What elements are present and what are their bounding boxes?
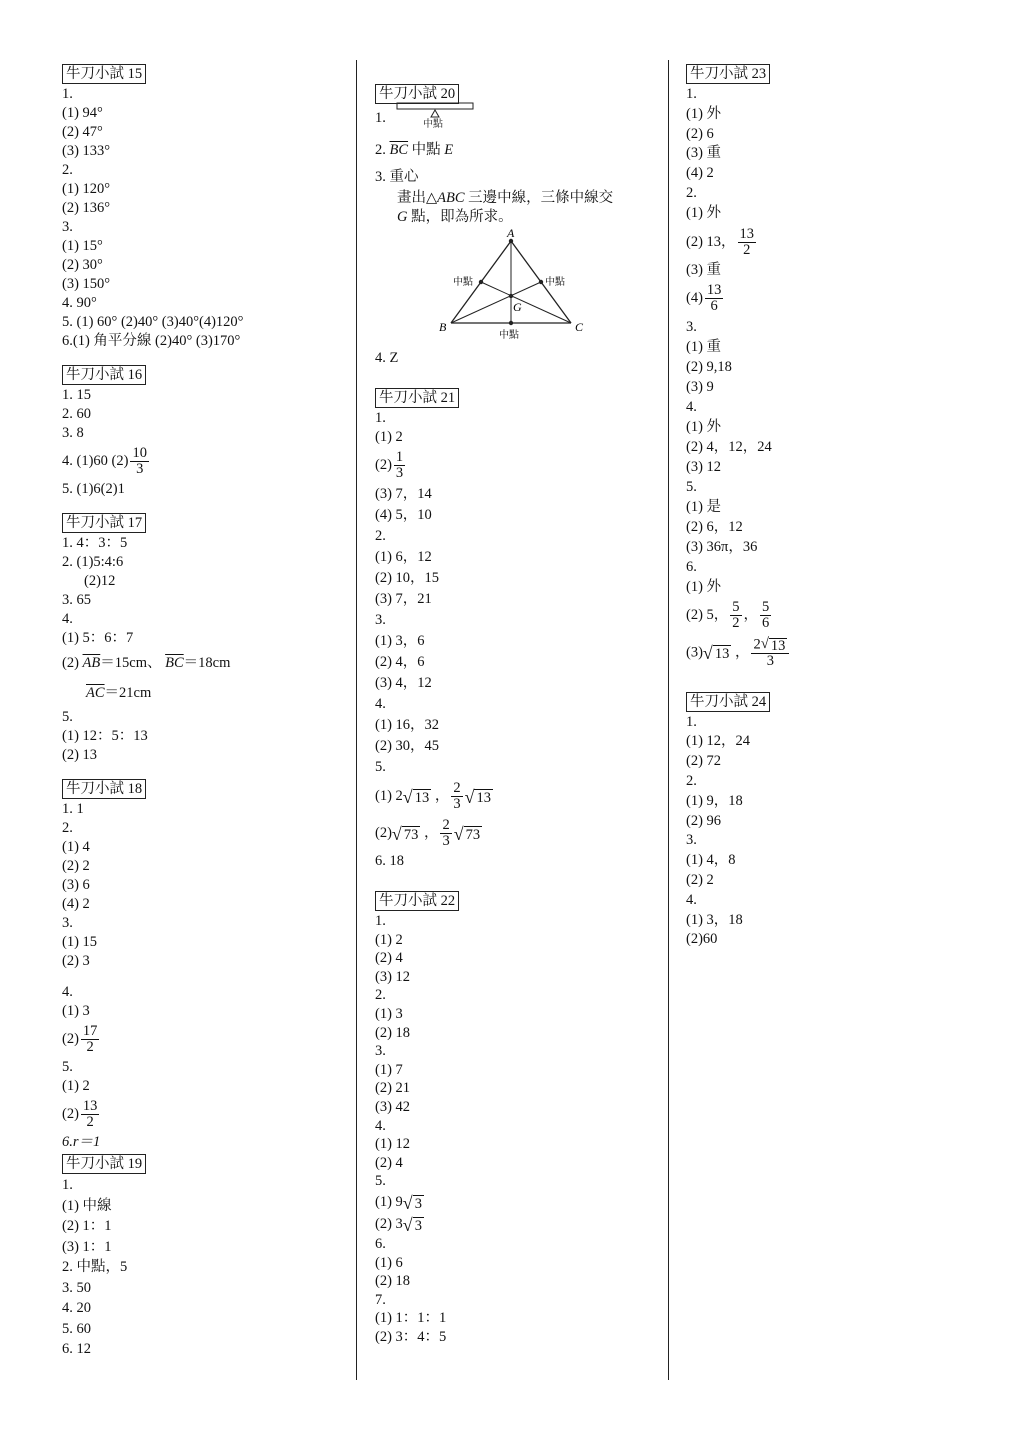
midpoint-label-bottom: 中點: [499, 330, 519, 341]
answer-line: (2) 9,18: [686, 358, 732, 375]
section-header: 牛刀小試 23: [686, 64, 770, 84]
answer-line: 4.: [62, 611, 73, 627]
answer-line: 6.: [686, 558, 697, 575]
answer-line: 3.: [375, 612, 386, 628]
answer-line: (4) 5，10: [375, 507, 432, 523]
vertex-a-label: A: [507, 227, 515, 240]
answer-line: (1) 中線: [62, 1197, 112, 1214]
answer-line: (2)60: [686, 931, 718, 948]
answer-line: (2) $\frac{13}{2}$: [62, 1098, 98, 1130]
answer-line: (1) 2 √ 13 ， $\frac{2}{3}$ √ 13: [375, 780, 491, 812]
centroid-triangle-figure: [435, 227, 635, 345]
answer-line: 3. 8: [62, 425, 84, 441]
answer-line: (2) 2: [62, 858, 90, 874]
answer-line: 2. $\overline{BC}$ 中點 E: [375, 142, 454, 158]
fraction: $\frac{13}{2}$: [82, 1098, 98, 1130]
answer-line: (2) $\frac{1}{3}$: [375, 449, 404, 481]
answer-line: (1) 重: [686, 338, 722, 355]
answer-line: 4.: [686, 891, 697, 908]
answer-line: 1. 1: [62, 801, 84, 817]
answer-line: 3.: [62, 915, 73, 931]
answer-line: 3.: [686, 832, 697, 849]
answer-line: (2) 6，12: [686, 518, 743, 535]
answer-line: 6. 12: [62, 1341, 91, 1357]
midpoint-label-right: 中點: [545, 277, 565, 288]
answer-line: (1) 4: [62, 839, 90, 855]
answer-line: (1) 6: [375, 1254, 403, 1271]
answer-line: (3) 36π，36: [686, 538, 758, 555]
column-divider-right: [668, 60, 669, 1380]
answer-line: (3) 4，12: [375, 675, 432, 691]
column-1: [62, 62, 342, 1360]
answer-line: 5.: [686, 478, 697, 495]
answer-line: (2) 72: [686, 753, 722, 770]
answer-line: (1) 2: [375, 429, 403, 445]
answer-line: (1) 15: [62, 934, 98, 950]
square-root: √ 3: [402, 1192, 422, 1213]
column-3: [686, 62, 926, 950]
answer-line: (2) 1：1: [62, 1218, 112, 1234]
answer-line: (1) 1：1：1: [375, 1310, 447, 1327]
answer-line: 3.: [62, 219, 73, 235]
answer-line: 4. 20: [62, 1300, 91, 1316]
answer-line: (4) 2: [686, 165, 714, 182]
centroid-g-label: G: [513, 300, 522, 314]
answer-line: (2) 3 √ 3: [375, 1214, 422, 1235]
answer-line: (1) 2: [375, 931, 403, 948]
answer-line: (2) 4: [375, 1154, 403, 1171]
square-root: √ 3: [402, 1214, 422, 1235]
answer-line: (1) 120°: [62, 181, 111, 197]
answer-line: (2) 13， $\frac{13}{2}$: [686, 225, 755, 258]
answer-line: 7.: [375, 1291, 386, 1308]
answer-line: 1.: [62, 86, 73, 102]
answer-line: 4. Z: [375, 350, 399, 366]
answer-line: 4. (1)60 (2) $\frac{10}{3}$: [62, 445, 147, 477]
answer-line: 1. 中點: [375, 105, 660, 135]
answer-line: 2.: [686, 772, 697, 789]
answer-line: (3) 12: [686, 458, 722, 475]
fraction: $\frac{2}{3}$: [442, 817, 450, 849]
answer-line: (2) 18: [375, 1273, 411, 1290]
answer-line: (1) 3，6: [375, 633, 425, 649]
answer-line: 5.: [375, 759, 386, 775]
answer-line: $\overline{AC}=21cm$: [86, 685, 152, 701]
answer-line: (2) 96: [686, 812, 722, 829]
answer-line: (2) $\frac{17}{2}$: [62, 1023, 98, 1055]
fraction: $\frac{13}{6}$: [706, 281, 722, 314]
answer-line: (2) 4，12，24: [686, 438, 772, 455]
answer-line: (1) 3，18: [686, 911, 743, 928]
section-header: 牛刀小試 17: [62, 513, 146, 533]
answer-line: 1.: [62, 1177, 73, 1193]
fraction: $\frac{2}{3}$: [453, 780, 461, 812]
answer-line: (3) 7，21: [375, 591, 432, 607]
answer-line: (2) 2: [686, 871, 714, 888]
answer-line: 4. 90°: [62, 295, 97, 311]
fraction: 2 √ 13 3: [751, 637, 789, 669]
answer-line: 3. 65: [62, 592, 91, 608]
balance-figure: [395, 101, 495, 131]
answer-line: (4) $\frac{13}{6}$: [686, 281, 722, 314]
answer-line: 2.: [375, 987, 386, 1004]
answer-line: 6.(1) 角平分線 (2)40° (3)170°: [62, 333, 241, 349]
square-root: √ 13: [464, 786, 491, 807]
answer-line: 1. 15: [62, 387, 91, 403]
square-root: √ 73: [391, 823, 419, 844]
answer-line: (3) 重: [686, 261, 722, 278]
answer-line: 4.: [375, 696, 386, 712]
answer-line: (2) 6: [686, 125, 714, 142]
answer-line: (1) 2: [62, 1078, 90, 1094]
answer-line: (2) 30，45: [375, 738, 440, 754]
answer-line: (1) 3: [62, 1003, 90, 1019]
section-header: 牛刀小試 21: [375, 388, 459, 408]
fraction: $\frac{13}{2}$: [739, 225, 755, 258]
answer-line: (1) 94°: [62, 105, 103, 121]
answer-line: (1) 7: [375, 1061, 403, 1078]
answer-line: (1) 9 √ 3: [375, 1192, 422, 1213]
section-header: 牛刀小試 24: [686, 692, 770, 712]
section-header: 牛刀小試 22: [375, 891, 459, 911]
answer-line: (1) 是: [686, 498, 722, 515]
answer-line: 2.: [62, 820, 73, 836]
column-divider-left: [356, 60, 357, 1380]
answer-line: (2) 21: [375, 1080, 411, 1097]
answer-line: 2.: [62, 162, 73, 178]
answer-line: 5. (1) 60° (2)40° (3)40°(4)120°: [62, 314, 244, 330]
answer-line: (1) 15°: [62, 238, 103, 254]
section-header: 牛刀小試 18: [62, 779, 146, 799]
answer-line: (1) 12：5：13: [62, 728, 148, 744]
answer-line: (2) 18: [375, 1024, 411, 1041]
answer-line: (1) 5：6：7: [62, 630, 134, 646]
column-2: [375, 82, 660, 1346]
answer-line: (1) 4，8: [686, 852, 736, 869]
fraction: $\frac{1}{3}$: [395, 449, 404, 481]
answer-line: 4.: [686, 398, 697, 415]
answer-line: (3) √ 13 ， 2 √ 13 3: [686, 634, 926, 672]
answer-line: 2. 60: [62, 406, 91, 422]
answer-line: (4) 2: [62, 896, 90, 912]
answer-line: 6. 18: [375, 853, 404, 869]
answer-line: (2)12: [84, 573, 116, 589]
answer-line: (2) $\overline{AB}=15cm$、 $\overline{BC}=18cm$: [62, 655, 231, 671]
answer-line: 2.: [375, 528, 386, 544]
vertex-c-label: C: [575, 320, 584, 334]
answer-line: (1) 外: [686, 105, 722, 122]
answer-line: (2) 5， $\frac{5}{2}$ ， $\frac{5}{6}$: [686, 598, 770, 631]
section-header: 牛刀小試 19: [62, 1154, 146, 1174]
answer-line: 3. 50: [62, 1279, 91, 1296]
answer-line: (2) 10，15: [375, 570, 440, 586]
answer-line: (3) 133°: [62, 143, 111, 159]
answer-line: 4.: [62, 984, 73, 1000]
section-header: 牛刀小試 20: [375, 84, 459, 104]
answer-line: (1) 12，24: [686, 733, 751, 750]
square-root: √ 13: [702, 642, 730, 663]
section-header: 牛刀小試 15: [62, 64, 146, 84]
answer-line: 1.: [375, 410, 386, 426]
answer-line: (3) 1：1: [62, 1238, 112, 1255]
answer-text: 畫出△ABC 三邊中線，三條中線交: [397, 190, 614, 206]
answer-line: 5.: [62, 1059, 73, 1075]
answer-line: 1.: [686, 713, 697, 730]
answer-line: 4.: [375, 1117, 386, 1134]
fraction: $\frac{17}{2}$: [82, 1023, 98, 1055]
answer-line: (2) 47°: [62, 124, 103, 140]
fraction: $\frac{5}{6}$: [762, 598, 770, 631]
answer-line: 1. 4：3：5: [62, 535, 128, 551]
answer-line: 6.: [375, 1235, 386, 1252]
midpoint-label: 中點: [423, 119, 443, 130]
answer-line: 2.: [686, 184, 697, 201]
answer-line: (3) 150°: [62, 276, 111, 292]
answer-line: 5.: [62, 709, 73, 725]
answer-line: (1) 12: [375, 1136, 411, 1153]
answer-line: (2) 136°: [62, 200, 111, 216]
answer-line: (1) 3: [375, 1005, 403, 1022]
answer-line: 2. (1)5:4:6: [62, 554, 124, 570]
answer-line: 3. 重心: [375, 169, 419, 185]
answer-line: 5. 60: [62, 1320, 91, 1337]
answer-line: (1) 外: [686, 418, 722, 435]
answer-line: 5. (1)6(2)1: [62, 481, 125, 497]
answer-line: (2) √ 73 ， $\frac{2}{3}$ √ 73: [375, 817, 481, 849]
answer-line: (1) 外: [686, 578, 722, 595]
answer-line: (2) 13: [62, 747, 98, 763]
answer-line: (3) 12: [375, 968, 411, 985]
answer-text: G 點，即為所求。: [397, 209, 513, 225]
answer-line: (3) 42: [375, 1098, 411, 1115]
answer-line: (1) 16，32: [375, 717, 440, 733]
square-root: √ 73: [453, 823, 481, 844]
answer-line: (2) 4，6: [375, 654, 425, 670]
answer-line: (2) 4: [375, 950, 403, 967]
answer-line: (2) 3：4：5: [375, 1328, 447, 1345]
answer-line: (1) 外: [686, 204, 722, 221]
square-root: √ 13: [402, 786, 430, 807]
answer-line: (1) 9，18: [686, 792, 743, 809]
answer-line: 1.: [375, 913, 386, 929]
answer-line: 5.: [375, 1173, 386, 1190]
section-header: 牛刀小試 16: [62, 365, 146, 385]
answer-line: (3) 7，14: [375, 486, 432, 502]
answer-line: 2. 中點，5: [62, 1259, 128, 1275]
answer-line: (3) 6: [62, 877, 90, 893]
answer-line: (3) 9: [686, 378, 714, 395]
midpoint-label-left: 中點: [453, 277, 473, 288]
answer-line: 1.: [686, 86, 697, 102]
answer-line: (2) 3: [62, 953, 90, 969]
answer-line: (1) 6，12: [375, 549, 432, 565]
vertex-b-label: B: [439, 320, 447, 334]
square-root: √ 13: [760, 635, 786, 654]
answer-line: (2) 30°: [62, 257, 103, 273]
answer-line: (3) 重: [686, 145, 722, 162]
fraction: $\frac{5}{2}$: [732, 598, 740, 631]
answer-line: 3.: [686, 318, 697, 335]
fraction: $\frac{10}{3}$: [132, 445, 147, 477]
answer-line: 3.: [375, 1043, 386, 1060]
answer-line: 6.r＝1: [62, 1134, 101, 1150]
